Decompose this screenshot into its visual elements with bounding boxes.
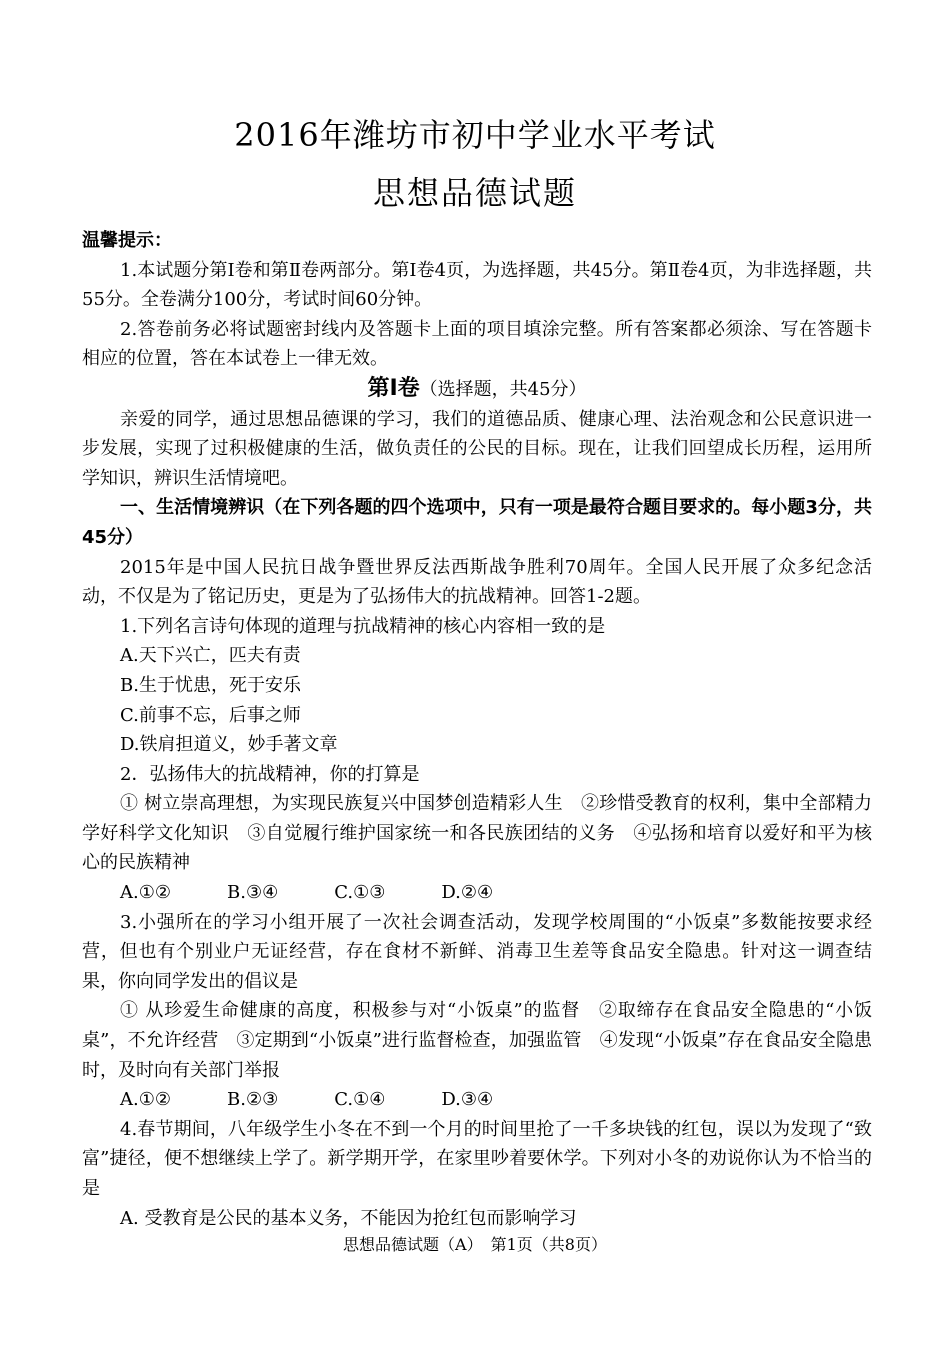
question-2-option-a: A.①② [120,882,171,904]
volume-intro: 亲爱的同学，通过思想品德课的学习，我们的道德品质、健康心理、法治观念和公民意识进一步发展，实现了过积极健康的生活，做负责任的公民的目标。现在，让我们回望成长历程，运用所学知识，辨识生活情境吧。 [82,408,872,489]
question-3-statements: ① 从珍爱生命健康的高度，积极参与对“小饭桌”的监督 ②取缔存在食品安全隐患的“小饭桌”，不允许经营 ③定期到“小饭桌”进行监督检查，加强监管 ④发现“小饭桌”存在食品安全隐患时，及时向有关部门举报 [82,1000,872,1081]
question-1-stem: 1.下列名言诗句体现的道理与抗战精神的核心内容相一致的是 [120,615,606,637]
question-4-option-a: A. 受教育是公民的基本义务，不能因为抢红包而影响学习 [120,1207,577,1229]
section-heading: 一、生活情境辨识（在下列各题的四个选项中，只有一项是最符合题目要求的。每小题3分，共45分） [82,497,872,548]
question-3-option-c: C.①④ [334,1089,386,1111]
tips-label: 温馨提示： [82,230,172,251]
exam-content [82,226,872,1233]
question-2-option-d: D.②④ [441,882,494,904]
question-2-options [82,878,872,908]
question-2-option-b: B.③④ [227,882,279,904]
question-3-option-b: B.②③ [227,1089,279,1111]
question-4-stem: 4.春节期间，八年级学生小冬在不到一个月的时间里抢了一千多块钱的红包，误以为发现了“致富”捷径，便不想继续上学了。新学期开学，在家里吵着要休学。下列对小冬的劝说你认为不恰当的是 [82,1118,872,1199]
question-1-option-a: A.天下兴亡，匹夫有责 [120,645,301,667]
exam-subtitle: 思想品德试题 [372,174,577,212]
question-3-option-a: A.①② [120,1089,171,1111]
exam-title: 2016年潍坊市初中学业水平考试 [234,116,716,154]
question-1-option-d: D.铁肩担道义，妙手著文章 [120,734,338,756]
volume-title: 第Ⅰ卷 [367,375,420,401]
page-footer: 思想品德试题（A） 第1页（共8页） [343,1235,607,1254]
tip-item: 2.答卷前务必将试题密封线内及答题卡上面的项目填涂完整。所有答案都必须涂、写在答题卡相应的位置，答在本试卷上一律无效。 [82,318,872,370]
question-1-option-b: B.生于忧患，死于安乐 [120,674,301,696]
question-2-option-c: C.①③ [334,882,386,904]
question-1-option-c: C.前事不忘，后事之师 [120,704,301,726]
section-context: 2015年是中国人民抗日战争暨世界反法西斯战争胜利70周年。全国人民开展了众多纪念活动，不仅是为了铭记历史，更是为了弘扬伟大的抗战精神。回答1-2题。 [82,556,872,608]
question-3-option-d: D.③④ [441,1089,494,1111]
question-2-stem: 2．弘扬伟大的抗战精神，你的打算是 [120,763,420,785]
question-3-stem: 3.小强所在的学习小组开展了一次社会调查活动，发现学校周围的“小饭桌”多数能按要求经营，但也有个别业户无证经营，存在食材不新鲜、消毒卫生差等食品安全隐患。针对这一调查结果，你向同学发出的倡议是 [82,911,872,992]
question-3-options [82,1085,872,1115]
volume-heading [82,374,872,405]
volume-note: （选择题，共45分） [419,378,587,400]
question-2-statements: ① 树立崇高理想，为实现民族复兴中国梦创造精彩人生 ②珍惜受教育的权利，集中全部精力学好科学文化知识 ③自觉履行维护国家统一和各民族团结的义务 ④弘扬和培育以爱好和平为核心的民族精神 [82,793,872,874]
tip-item: 1.本试题分第Ⅰ卷和第Ⅱ卷两部分。第Ⅰ卷4页，为选择题，共45分。第Ⅱ卷4页，为非选择题，共55分。全卷满分100分，考试时间60分钟。 [82,259,872,311]
